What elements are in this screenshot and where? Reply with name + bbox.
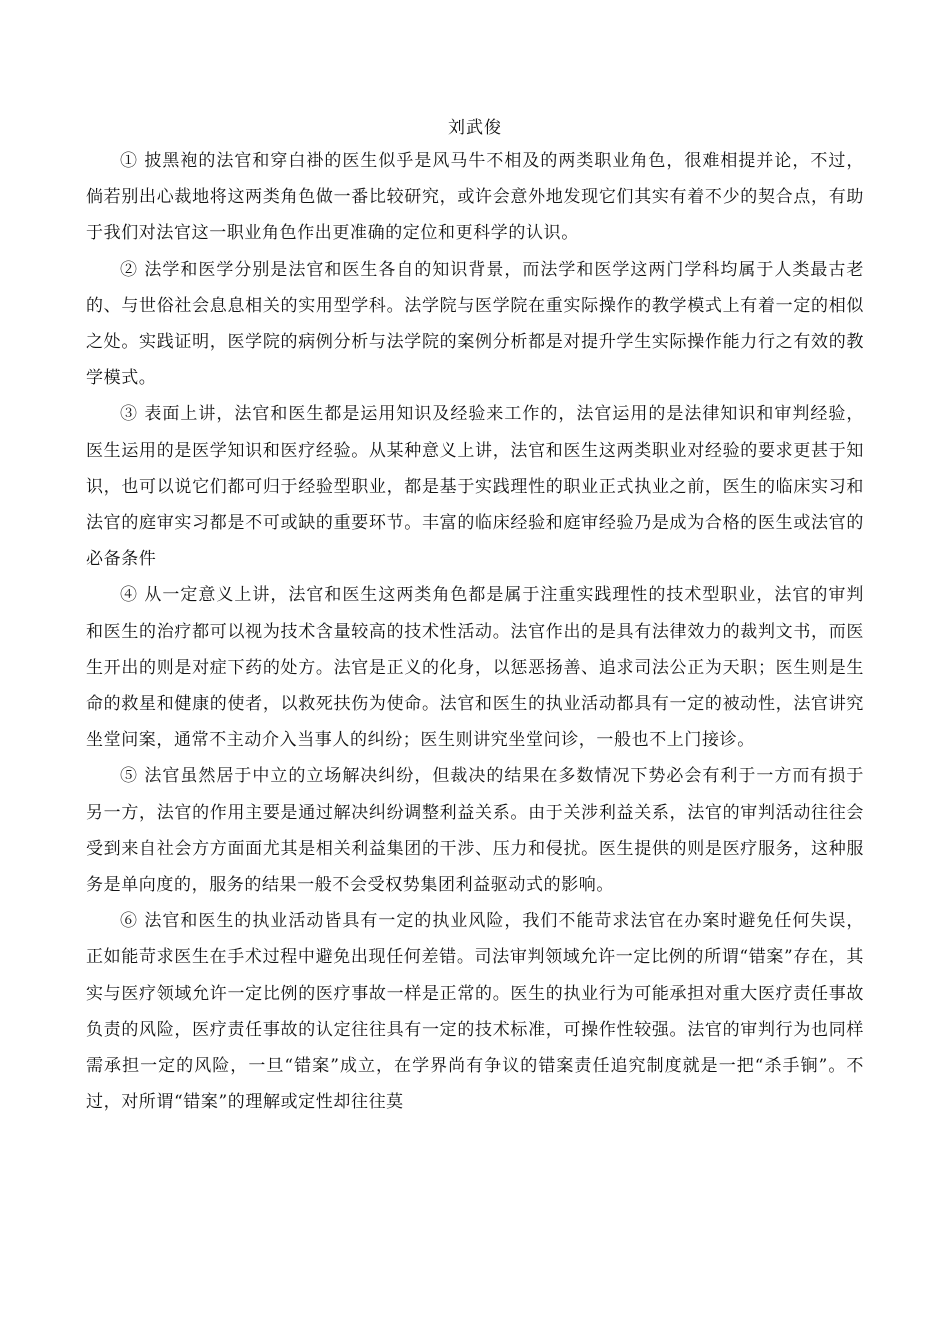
paragraph-5: ⑤ 法官虽然居于中立的立场解决纠纷，但裁决的结果在多数情况下势必会有利于一方而有损于另一方，法官的作用主要是通过解决纠纷调整利益关系。由于关涉利益关系，法官的审判活动往往会受到来自社会方方面面尤其是相关利益集团的干涉、压力和侵扰。医生提供的则是医疗服务，这种服务是单向度的，服务的结果一般不会受权势集团利益驱动式的影响。: [86, 766, 864, 896]
document-page: [86, 113, 864, 1120]
paragraph-4: ④ 从一定意义上讲，法官和医生这两类角色都是属于注重实践理性的技术型职业，法官的审判和医生的治疗都可以视为技术含量较高的技术性活动。法官作出的是具有法律效力的裁判文书，而医生开出的则是对症下药的处方。法官是正义的化身，以惩恶扬善、追求司法公正为天职；医生则是生命的救星和健康的使者，以救死扶伤为使命。法官和医生的执业活动都具有一定的被动性，法官讲究坐堂问案，通常不主动介入当事人的纠纷；医生则讲究坐堂问诊，一般也不上门接诊。: [86, 585, 864, 751]
paragraph-3: ③ 表面上讲，法官和医生都是运用知识及经验来工作的，法官运用的是法律知识和审判经验，医生运用的是医学知识和医疗经验。从某种意义上讲，法官和医生这两类职业对经验的要求更甚于知识，也可以说它们都可归于经验型职业，都是基于实践理性的职业正式执业之前，医生的临床实习和法官的庭审实习都是不可或缺的重要环节。丰富的临床经验和庭审经验乃是成为合格的医生或法官的必备条件: [86, 404, 864, 570]
paragraph-6: ⑥ 法官和医生的执业活动皆具有一定的执业风险，我们不能苛求法官在办案时避免任何失误，正如能苛求医生在手术过程中避免出现任何差错。司法审判领域允许一定比例的所谓“错案”存在，其实与医疗领域允许一定比例的医疗事故一样是正常的。医生的执业行为可能承担对重大医疗责任事故负责的风险，医疗责任事故的认定往往具有一定的技术标准，可操作性较强。法官的审判行为也同样需承担一定的风险，一旦“错案”成立，在学界尚有争议的错案责任追究制度就是一把“杀手锏”。不过，对所谓“错案”的理解或定性却往往莫: [86, 911, 864, 1113]
paragraph-2: ② 法学和医学分别是法官和医生各自的知识背景，而法学和医学这两门学科均属于人类最古老的、与世俗社会息息相关的实用型学科。法学院与医学院在重实际操作的教学模式上有着一定的相似之处。实践证明，医学院的病例分析与法学院的案例分析都是对提升学生实际操作能力行之有效的教学模式。: [86, 259, 864, 389]
author-name: 刘武俊: [448, 118, 502, 138]
paragraph-1: ① 披黑袍的法官和穿白褂的医生似乎是风马牛不相及的两类职业角色，很难相提并论，不过，倘若别出心裁地将这两类角色做一番比较研究，或许会意外地发现它们其实有着不少的契合点，有助于我们对法官这一职业角色作出更准确的定位和更科学的认识。: [86, 151, 864, 244]
